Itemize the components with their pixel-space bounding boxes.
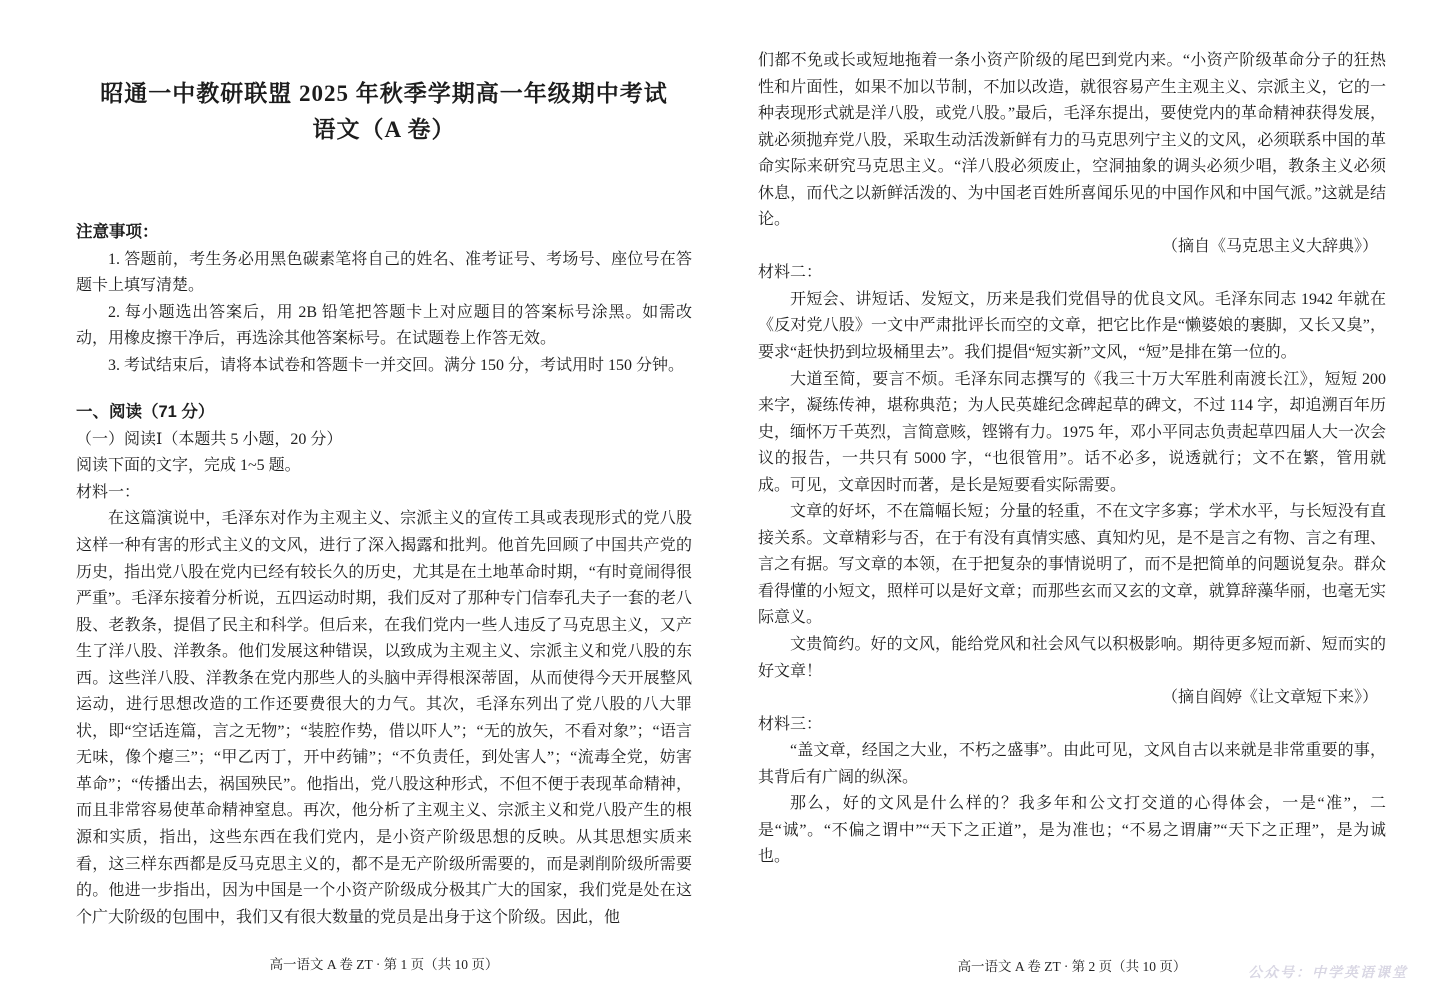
material-1-source: （摘自《马克思主义大辞典》） xyxy=(1161,237,1378,255)
material-3-paragraph-1: “盖文章，经国之大业，不朽之盛事”。由此可见，文风自古以来就是非常重要的事，其背后有广阔的纵深。 xyxy=(758,742,1386,786)
reading-instruction: 阅读下面的文字，完成 1~5 题。 xyxy=(76,457,301,475)
exam-title-line2: 语文（A 卷） xyxy=(312,116,456,142)
page-2-footer: 高一语文 A 卷 ZT · 第 2 页（共 10 页） xyxy=(957,958,1187,974)
exam-title-line1: 昭通一中教研联盟 2025 年秋季学期高一年级期中考试 xyxy=(100,81,668,106)
material-1-continuation-paragraph: 们都不免或长或短地拖着一条小资产阶级的尾巴到党内来。“小资产阶级革命分子的狂热性和片面性，如果不加以节制，不加以改造，就很容易产生主观主义、宗派主义，它的一种表现形式就是洋八股，或党八股。”最后，毛泽东提出，要使党内的革命精神获得发展，就必须抛弃党八股，采取生动活泼新鲜有力的马克思列宁主义的文风，必须联系中国的革命实际来研究马克思主义。“洋八股必须废止，空洞抽象的调头必须少唱，教条主义必须休息，而代之以新鲜活泼的、为中国老百姓所喜闻乐见的中国作风和中国气派。”这就是结论。 xyxy=(758,52,1386,229)
watermark-text: 公众号：中学英语课堂 xyxy=(1248,966,1408,981)
material-1-paragraph: 在这篇演说中，毛泽东对作为主观主义、宗派主义的宣传工具或表现形式的党八股这样一种有害的形式主义的文风，进行了深入揭露和批判。他首先回顾了中国共产党的历史，指出党八股在党内已经有较长久的历史，尤其是在土地革命时期，“有时竟闹得很严重”。毛泽东接着分析说，五四运动时期，我们反对了那种专门信奉孔夫子一套的老八股、老教条，提倡了民主和科学。但后来，在我们党内一些人违反了马克思主义，又产生了洋八股、洋教条。他们发展这种错误，以致成为主观主义、宗派主义和党八股的东西。这些洋八股、洋教条在党内那些人的头脑中弄得根深蒂固，从而使得今天开展整风运动，进行思想改造的工作还要费很大的力气。其次，毛泽东列出了党八股的八大罪状，即“空话连篇，言之无物”；“装腔作势，借以吓人”；“无的放矢，不看对象”；“语言无味，像个瘪三”；“甲乙丙丁，开中药铺”；“不负责任，到处害人”；“流毒全党，妨害革命”；“传播出去，祸国殃民”。他指出，党八股这种形式，不但不便于表现革命精神，而且非常容易使革命精神窒息。再次，他分析了主观主义、宗派主义和党八股产生的根源和实质，指出，这些东西在我们党内，是小资产阶级思想的反映。从其思想实质来看，这三样东西都是反马克思主义的，都不是无产阶级所需要的，而是剥削阶级所需要的。他进一步指出，因为中国是一个小资产阶级成分极其广大的国家，我们党是处在这个广大阶级的包围中，我们又有很大数量的党员是出身于这个阶级。因此，他 xyxy=(76,510,692,926)
material-2-paragraph-4: 文贵简约。好的文风，能给党风和社会风气以积极影响。期待更多短而新、短而实的好文章！ xyxy=(758,636,1386,680)
notice-heading: 注意事项： xyxy=(76,223,159,242)
subsection-heading-reading-1: （一）阅读Ⅰ（本题共 5 小题，20 分） xyxy=(76,430,343,448)
material-2-paragraph-1: 开短会、讲短话、发短文，历来是我们党倡导的优良文风。毛泽东同志 1942 年就在《反对党八股》一文中严肃批评长而空的文章，把它比作是“懒婆娘的裹脚，又长又臭”，要求“赶快扔到垃圾桶里去”。我们提倡“短实新”文风，“短”是排在第一位的。 xyxy=(758,290,1386,362)
page-1-footer: 高一语文 A 卷 ZT · 第 1 页（共 10 页） xyxy=(269,956,499,972)
section-heading-reading: 一、阅读（71 分） xyxy=(76,403,215,422)
material-2-paragraph-2: 大道至简，要言不烦。毛泽东同志撰写的《我三十万大军胜利南渡长江》，短短 200 来字，凝练传神，堪称典范；为人民英雄纪念碑起草的碑文，不过 114 字，却追溯百年历史，缅怀万千英烈，言简意赅，铿锵有力。1975 年，邓小平同志负责起草四届人大一次会议的报告，一共只有 5000 字，“也很管用”。话不必多，说透就行；文不在繁，管用就成。可见，文章因时而著，是长是短要看实际需要。 xyxy=(758,370,1387,494)
page-1 xyxy=(76,76,692,976)
material-1-label: 材料一： xyxy=(76,483,141,501)
material-2-source: （摘自阎婷《让文章短下来》） xyxy=(1161,689,1378,707)
material-2-label: 材料二： xyxy=(758,264,823,282)
material-3-label: 材料三： xyxy=(758,715,823,733)
notice-item-2: 2. 每小题选出答案后，用 2B 铅笔把答题卡上对应题目的答案标号涂黑。如需改动，用橡皮擦干净后，再选涂其他答案标号。在试题卷上作答无效。 xyxy=(76,303,692,348)
material-2-paragraph-3: 文章的好坏，不在篇幅长短；分量的轻重，不在文字多寡；学术水平，与长短没有直接关系。文章精彩与否，在于有没有真情实感、真知灼见，是不是言之有物、言之有理、言之有据。写文章的本领，在于把复杂的事情说明了，而不是把简单的问题说复杂。群众看得懂的小短文，照样可以是好文章；而那些玄而又玄的文章，就算辞藻华丽，也毫无实际意义。 xyxy=(758,503,1386,627)
exam-title-block xyxy=(76,76,692,147)
material-3-paragraph-2: 那么，好的文风是什么样的？我多年和公文打交道的心得体会，一是“准”，二是“诚”。“不偏之谓中”“天下之正道”，是为准也；“不易之谓庸”“天下之正理”，是为诚也。 xyxy=(758,795,1386,866)
notice-item-3: 3. 考试结束后，请将本试卷和答题卡一并交回。满分 150 分，考试用时 150 分钟。 xyxy=(108,356,685,374)
notice-item-1: 1. 答题前，考生务必用黑色碳素笔将自己的姓名、准考证号、考场号、座位号在答题卡上填写清楚。 xyxy=(76,250,692,295)
page-2 xyxy=(758,48,1386,978)
